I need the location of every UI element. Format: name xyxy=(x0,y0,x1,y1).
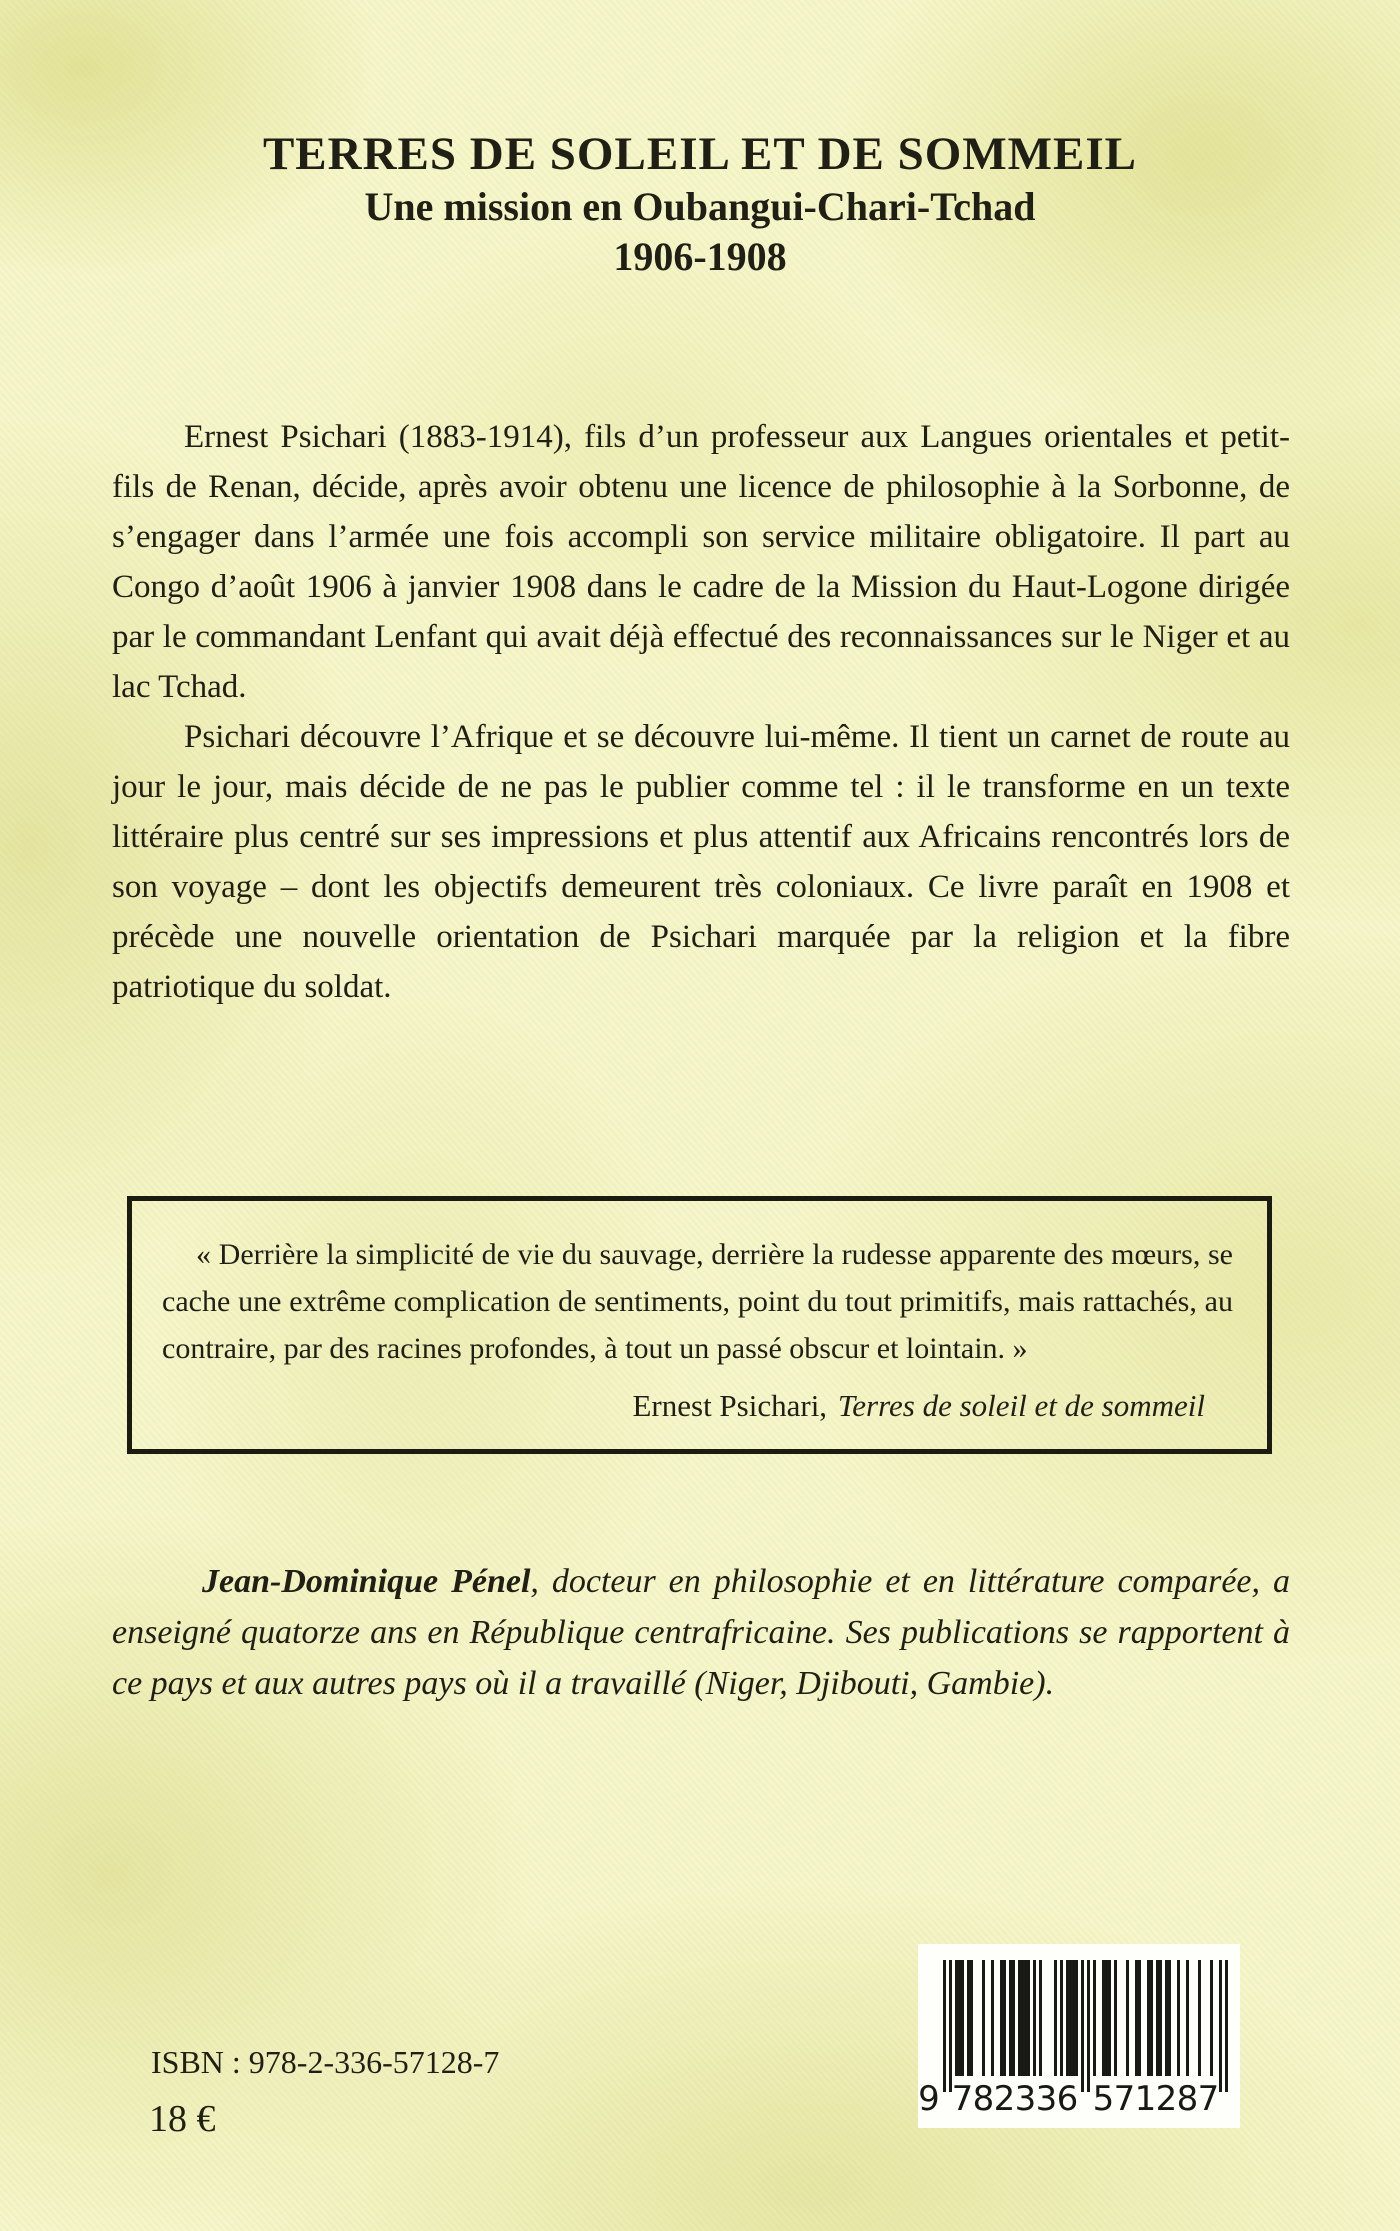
book-subtitle: Une mission en Oubangui-Chari-Tchad xyxy=(364,184,1036,229)
quote-attribution-name: Ernest Psichari, xyxy=(632,1388,828,1423)
svg-text:2: 2 xyxy=(993,2079,1016,2119)
synopsis-paragraph-1: Ernest Psichari (1883-1914), fils d’un professeur aux Langues orientales et petit-fils de Renan, décide, après avoir obtenu une licence de philosophie à la Sorbonne, de s’engager dans l’armée une fois accompli son service militaire obligatoire. Il part au Congo d’août 1906 à janvier 1908 dans le cadre de la Mission du Haut-Logone dirigée par le commandant Lenfant qui avait déjà effectué des reconnaissances sur le Niger et au lac Tchad. xyxy=(112,419,1290,705)
svg-text:9: 9 xyxy=(918,2079,940,2119)
svg-text:5: 5 xyxy=(1092,2079,1115,2119)
author-bio-paragraph xyxy=(112,1556,1290,1709)
title-block xyxy=(0,126,1400,282)
synopsis-paragraph-2: Psichari découvre l’Afrique et se découvre lui-même. Il tient un carnet de route au jour le jour, mais décide de ne pas le publier comme tel : il le transforme en un texte littéraire plus centré sur ses impressions et plus attentif aux Africains rencontrés lors de son voyage – dont les objectifs demeurent très coloniaux. Ce livre paraît en 1908 et précède une nouvelle orientation de Psichari marquée par la religion et la fibre patriotique du soldat. xyxy=(112,719,1290,1005)
synopsis xyxy=(112,412,1290,1012)
book-title: TERRES DE SOLEIL ET DE SOMMEIL xyxy=(262,128,1138,180)
isbn-text: ISBN : 978-2-336-57128-7 xyxy=(151,2044,500,2080)
author-bio xyxy=(112,1556,1290,1709)
quote-text: « Derrière la simplicité de vie du sauvage, derrière la rudesse apparente des mœurs, se cache une extrême complication de sentiments, point du tout primitifs, mais rattachés, au contraire, par des racines profondes, à tout un passé obscur et lointain. » xyxy=(162,1238,1233,1365)
quote-box xyxy=(127,1196,1272,1454)
svg-text:7: 7 xyxy=(1113,2079,1136,2119)
ean13-barcode xyxy=(918,1944,1240,2128)
svg-text:8: 8 xyxy=(1176,2079,1199,2119)
svg-text:8: 8 xyxy=(972,2079,995,2119)
price-text: 18 € xyxy=(149,2098,216,2140)
svg-text:1: 1 xyxy=(1134,2079,1157,2119)
author-bio-text: , docteur en philosophie et en littérature comparée, a enseigné quatorze ans en République centrafricaine. Ses publications se rapportent à ce pays et aux autres pays où il a travaillé (Niger, Djibouti, Gambie). xyxy=(112,1563,1290,1702)
quote-attribution xyxy=(162,1382,1205,1429)
svg-text:7: 7 xyxy=(951,2079,974,2119)
svg-text:6: 6 xyxy=(1056,2079,1079,2119)
svg-text:7: 7 xyxy=(1197,2079,1220,2119)
svg-text:3: 3 xyxy=(1035,2079,1058,2119)
author-name: Jean-Dominique Pénel xyxy=(202,1563,531,1600)
quote-attribution-work: Terres de soleil et de sommeil xyxy=(837,1388,1205,1423)
svg-text:2: 2 xyxy=(1155,2079,1178,2119)
book-years: 1906-1908 xyxy=(613,234,787,279)
barcode-svg xyxy=(918,1944,1240,2128)
svg-text:3: 3 xyxy=(1014,2079,1037,2119)
